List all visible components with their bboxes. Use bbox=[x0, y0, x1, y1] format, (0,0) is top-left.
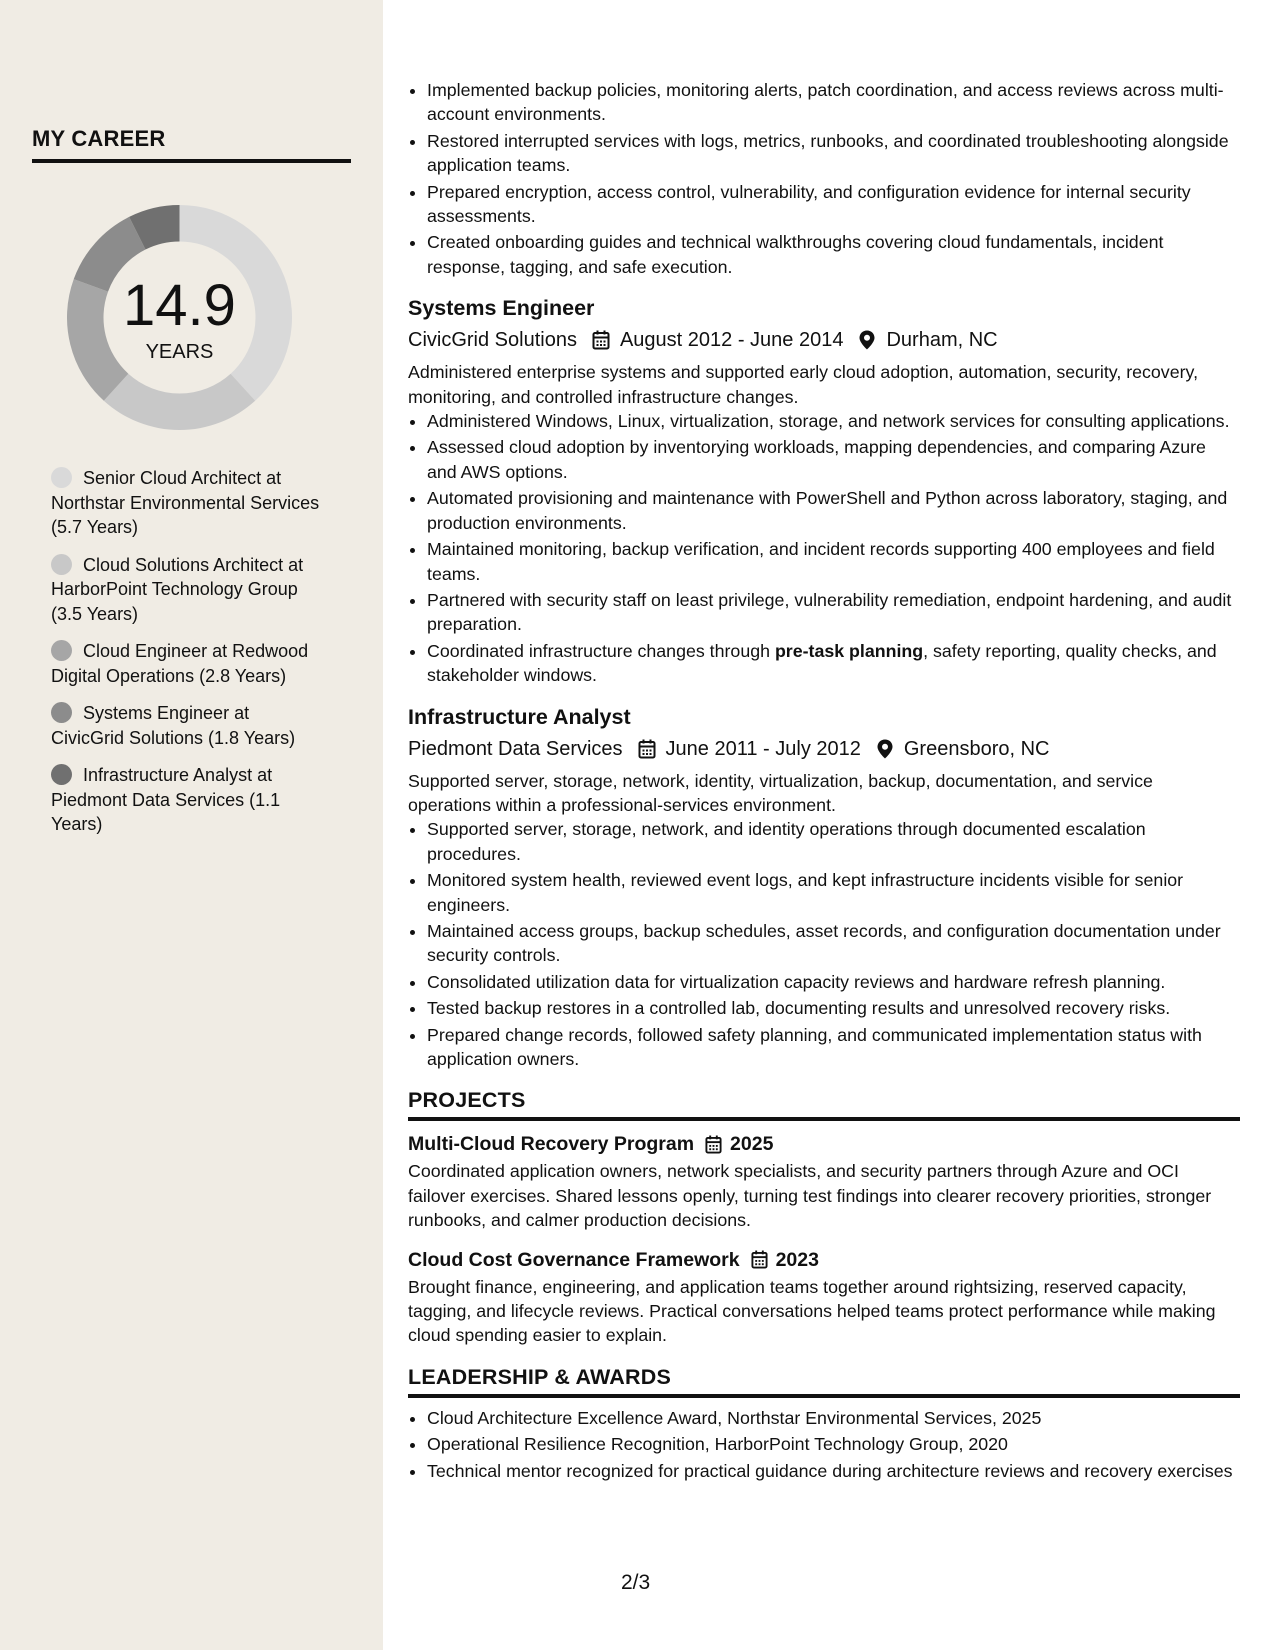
bullet-item: • Maintained access groups, backup schedules, asset records, and configuration documentation under security controls. bbox=[427, 919, 1240, 968]
calendar-icon bbox=[592, 330, 610, 350]
legend-label: Systems Engineer at CivicGrid Solutions (1.8 Years) bbox=[51, 703, 296, 748]
bullet-item: • Supported server, storage, network, and identity operations through documented escalation procedures. bbox=[427, 817, 1240, 866]
project-title: Multi-Cloud Recovery Program bbox=[408, 1133, 695, 1156]
job-meta bbox=[408, 326, 1240, 354]
total-years-value: 14.9 bbox=[123, 273, 236, 338]
project-entry bbox=[408, 1247, 1240, 1348]
legend-dot bbox=[51, 764, 72, 785]
job-description: Administered enterprise systems and supported early cloud adoption, automation, security, recovery, monitoring, and controlled infrastructure changes. bbox=[408, 362, 1199, 407]
legend-item bbox=[51, 701, 326, 750]
calendar-icon bbox=[705, 1135, 722, 1154]
project-description: Coordinated application owners, network specialists, and security partners through Azure and OCI failover exercises. Shared lessons openly, turning test findings into clearer recovery priorities, stronger runbooks, and calmer production decisions. bbox=[408, 1161, 1212, 1231]
career-heading: MY CAREER bbox=[32, 126, 351, 163]
bullet-item: • Coordinated infrastructure changes through pre-task planning, safety reporting, quality checks, and stakeholder windows. bbox=[427, 639, 1240, 688]
bullet-item: • Assessed cloud adoption by inventorying workloads, mapping dependencies, and comparing Azure and AWS options. bbox=[427, 435, 1240, 484]
bold-phrase: pre-task planning bbox=[774, 640, 924, 661]
legend-item bbox=[51, 466, 326, 540]
career-legend bbox=[51, 466, 326, 850]
page-number: 2/3 bbox=[621, 1571, 651, 1594]
job-meta bbox=[408, 735, 1240, 763]
bullet-item: • Tested backup restores in a controlled lab, documenting results and unresolved recovery risks. bbox=[427, 996, 1240, 1020]
legend-label: Cloud Engineer at Redwood Digital Operations (2.8 Years) bbox=[51, 641, 309, 686]
job-location: Greensboro, NC bbox=[903, 737, 1050, 760]
bullet-item: • Administered Windows, Linux, virtualization, storage, and network services for consulting applications. bbox=[427, 409, 1240, 433]
job-title: Infrastructure Analyst bbox=[408, 704, 631, 729]
job-bullets bbox=[408, 817, 1240, 1071]
bullet-item: • Automated provisioning and maintenance with PowerShell and Python across laboratory, staging, and production environments. bbox=[427, 486, 1240, 535]
project-entry bbox=[408, 1131, 1240, 1232]
company-name: Piedmont Data Services bbox=[408, 737, 623, 760]
bullet-item: • Consolidated utilization data for virtualization capacity reviews and hardware refresh planning. bbox=[427, 970, 1240, 994]
calendar-icon bbox=[638, 739, 656, 759]
main-content bbox=[408, 78, 1240, 1485]
calendar-icon bbox=[751, 1250, 768, 1269]
legend-item bbox=[51, 763, 326, 837]
bullet-item: • Partnered with security staff on least privilege, vulnerability remediation, endpoint hardening, and audit preparation. bbox=[427, 588, 1240, 637]
award-item: • Cloud Architecture Excellence Award, Northstar Environmental Services, 2025 bbox=[427, 1406, 1240, 1430]
job-description: Supported server, storage, network, identity, virtualization, backup, documentation, and service operations within a professional-services environment. bbox=[408, 770, 1153, 815]
job-bullets bbox=[408, 409, 1240, 687]
project-title-row bbox=[408, 1131, 1240, 1157]
bullet-item: • Restored interrupted services with logs, metrics, runbooks, and coordinated troubleshooting alongside application teams. bbox=[427, 129, 1240, 178]
bullet-item: • Monitored system health, reviewed event logs, and kept infrastructure incidents visible for senior engineers. bbox=[427, 868, 1240, 917]
award-item: • Operational Resilience Recognition, HarborPoint Technology Group, 2020 bbox=[427, 1432, 1240, 1456]
awards-list bbox=[408, 1406, 1240, 1483]
projects-heading: PROJECTS bbox=[408, 1088, 1240, 1121]
previous-job-bullets bbox=[408, 78, 1240, 279]
total-years-unit: YEARS bbox=[145, 341, 214, 363]
legend-label: Infrastructure Analyst at Piedmont Data Services (1.1 Years) bbox=[51, 765, 281, 834]
location-pin-icon bbox=[858, 330, 876, 350]
legend-dot bbox=[51, 554, 72, 575]
project-year: 2025 bbox=[730, 1133, 774, 1156]
bullet-item: • Prepared change records, followed safety planning, and communicated implementation status with application owners. bbox=[427, 1023, 1240, 1072]
sidebar bbox=[0, 0, 383, 1650]
awards-heading: LEADERSHIP & AWARDS bbox=[408, 1365, 1240, 1398]
job-entry bbox=[408, 704, 1240, 1072]
legend-item bbox=[51, 639, 326, 688]
legend-dot bbox=[51, 640, 72, 661]
legend-dot bbox=[51, 702, 72, 723]
legend-item bbox=[51, 553, 326, 627]
legend-dot bbox=[51, 467, 72, 488]
job-entry bbox=[408, 295, 1240, 687]
donut-center bbox=[67, 205, 292, 430]
location-pin-icon bbox=[876, 739, 894, 759]
job-dates: June 2011 - July 2012 bbox=[665, 737, 861, 760]
job-title: Systems Engineer bbox=[408, 296, 595, 321]
legend-label: Cloud Solutions Architect at HarborPoint Technology Group (3.5 Years) bbox=[51, 554, 304, 624]
company-name: CivicGrid Solutions bbox=[408, 329, 577, 352]
job-dates: August 2012 - June 2014 bbox=[619, 329, 844, 352]
bullet-item: • Created onboarding guides and technical walkthroughs covering cloud fundamentals, incident response, tagging, and safe execution. bbox=[427, 230, 1240, 279]
job-location: Durham, NC bbox=[886, 329, 998, 352]
project-title: Cloud Cost Governance Framework bbox=[408, 1248, 740, 1271]
project-title-row bbox=[408, 1247, 1240, 1273]
bullet-item: • Implemented backup policies, monitoring alerts, patch coordination, and access reviews across multi-account environments. bbox=[427, 78, 1240, 127]
project-year: 2023 bbox=[775, 1248, 819, 1271]
bullet-item: • Maintained monitoring, backup verification, and incident records supporting 400 employees and field teams. bbox=[427, 537, 1240, 586]
award-item: • Technical mentor recognized for practical guidance during architecture reviews and recovery exercises bbox=[427, 1459, 1240, 1483]
bullet-item: • Prepared encryption, access control, vulnerability, and configuration evidence for internal security assessments. bbox=[427, 180, 1240, 229]
project-description: Brought finance, engineering, and application teams together around rightsizing, reserved capacity, tagging, and lifecycle reviews. Practical conversations helped teams protect performance while making cloud spending easier to explain. bbox=[408, 1276, 1216, 1346]
legend-label: Senior Cloud Architect at Northstar Environmental Services (5.7 Years) bbox=[51, 468, 320, 537]
